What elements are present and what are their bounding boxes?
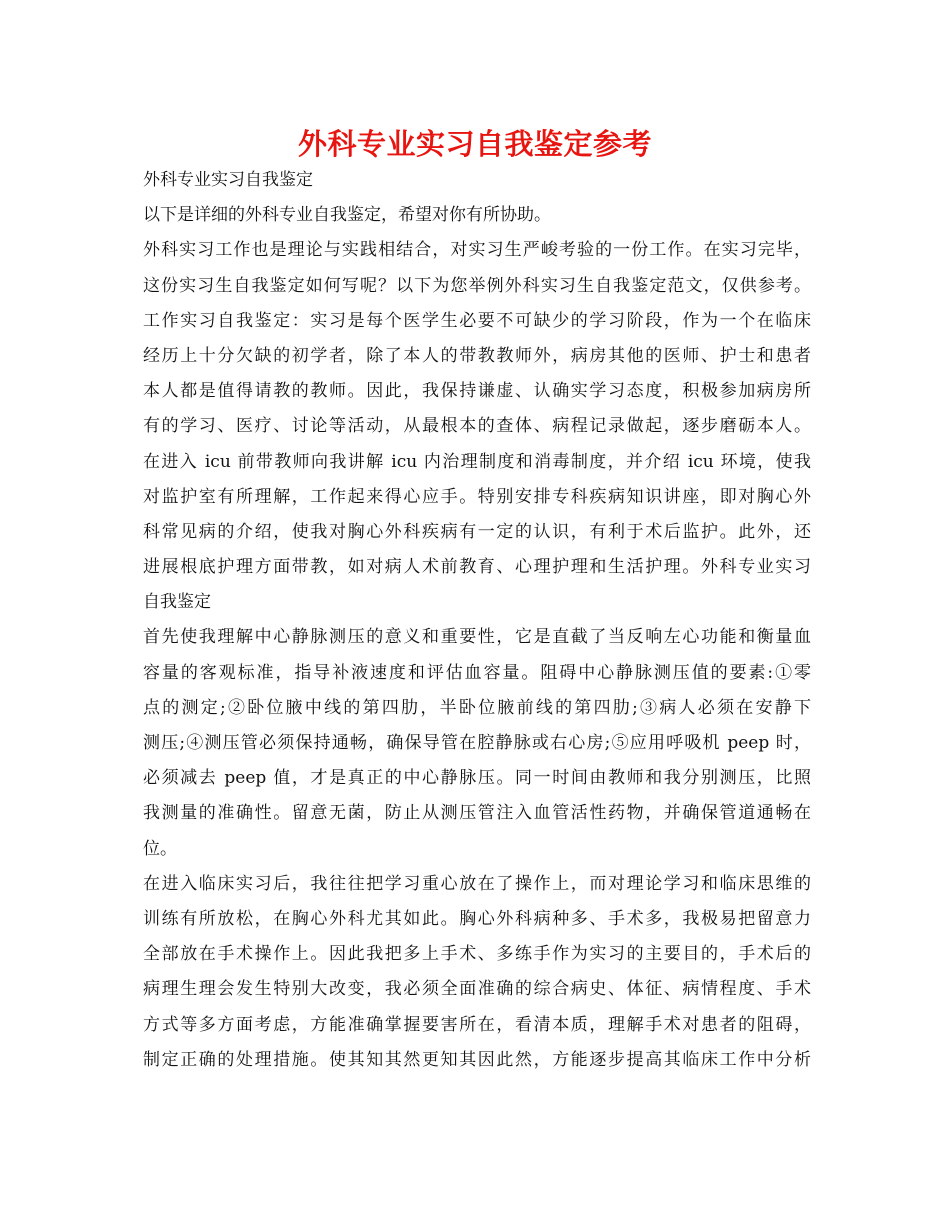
body-line: 方式等多方面考虑，方能准确掌握要害所在，看清本质，理解手术对患者的阻碍， <box>143 1014 811 1035</box>
body-line: 对监护室有所理解，工作起来得心应手。特别安排专科疾病知识讲座，即对胸心外 <box>143 486 811 507</box>
body-line: 位。 <box>143 838 177 859</box>
body-line: 在进入 icu 前带教师向我讲解 icu 内治理制度和消毒制度，并介绍 icu 环境，使我 <box>143 451 811 472</box>
body-line: 容量的客观标准，指导补液速度和评估血容量。阻碍中心静脉测压值的要素:①零 <box>143 662 811 683</box>
body-line: 测压;④测压管必须保持通畅，确保导管在腔静脉或右心房;⑤应用呼吸机 peep 时， <box>143 733 811 753</box>
body-line: 在进入临床实习后，我往往把学习重心放在了操作上，而对理论学习和临床思维的 <box>143 873 811 894</box>
body-line: 有的学习、医疗、讨论等活动，从最根本的查体、病程记录做起，逐步磨砺本人。 <box>143 416 811 437</box>
body-line: 首先使我理解中心静脉测压的意义和重要性，它是直截了当反响左心功能和衡量血 <box>143 627 811 648</box>
body-line: 这份实习生自我鉴定如何写呢？以下为您举例外科实习生自我鉴定范文，仅供参考。 <box>143 275 811 296</box>
body-line: 科常见病的介绍，使我对胸心外科疾病有一定的认识，有利于术后监护。此外，还 <box>143 521 811 542</box>
body-line: 制定正确的处理措施。使其知其然更知其因此然，方能逐步提高其临床工作中分析 <box>143 1049 811 1070</box>
body-line: 病理生理会发生特别大改变，我必须全面准确的综合病史、体征、病情程度、手术 <box>143 979 811 1000</box>
body-line: 全部放在手术操作上。因此我把多上手术、多练手作为实习的主要目的，手术后的 <box>143 944 811 965</box>
body-line: 经历上十分欠缺的初学者，除了本人的带教教师外，病房其他的医师、护士和患者 <box>143 345 811 366</box>
body-line: 点的测定;②卧位腋中线的第四肋，半卧位腋前线的第四肋;③病人必须在安静下 <box>143 697 811 718</box>
body-line: 训练有所放松，在胸心外科尤其如此。胸心外科病种多、手术多，我极易把留意力 <box>143 908 811 929</box>
body-line: 自我鉴定 <box>143 592 211 613</box>
body-line: 我测量的准确性。留意无菌，防止从测压管注入血管活性药物，并确保管道通畅在 <box>143 803 811 824</box>
body-line: 进展根底护理方面带教，如对病人术前教育、心理护理和生活护理。外科专业实习 <box>143 557 811 578</box>
body-line: 本人都是值得请教的教师。因此，我保持谦虚、认确实学习态度，积极参加病房所 <box>143 381 811 402</box>
document-title: 外科专业实习自我鉴定参考 <box>297 127 652 161</box>
body-line: 外科实习工作也是理论与实践相结合，对实习生严峻考验的一份工作。在实习完毕， <box>143 240 811 261</box>
body-line: 以下是详细的外科专业自我鉴定，希望对你有所协助。 <box>143 205 551 226</box>
body-line: 工作实习自我鉴定：实习是每个医学生必要不可缺少的学习阶段，作为一个在临床 <box>143 310 811 331</box>
document-body <box>143 163 811 1078</box>
body-line: 外科专业实习自我鉴定 <box>143 170 313 190</box>
body-line: 必须减去 peep 值，才是真正的中心静脉压。同一时间由教师和我分别测压，比照 <box>143 768 811 789</box>
